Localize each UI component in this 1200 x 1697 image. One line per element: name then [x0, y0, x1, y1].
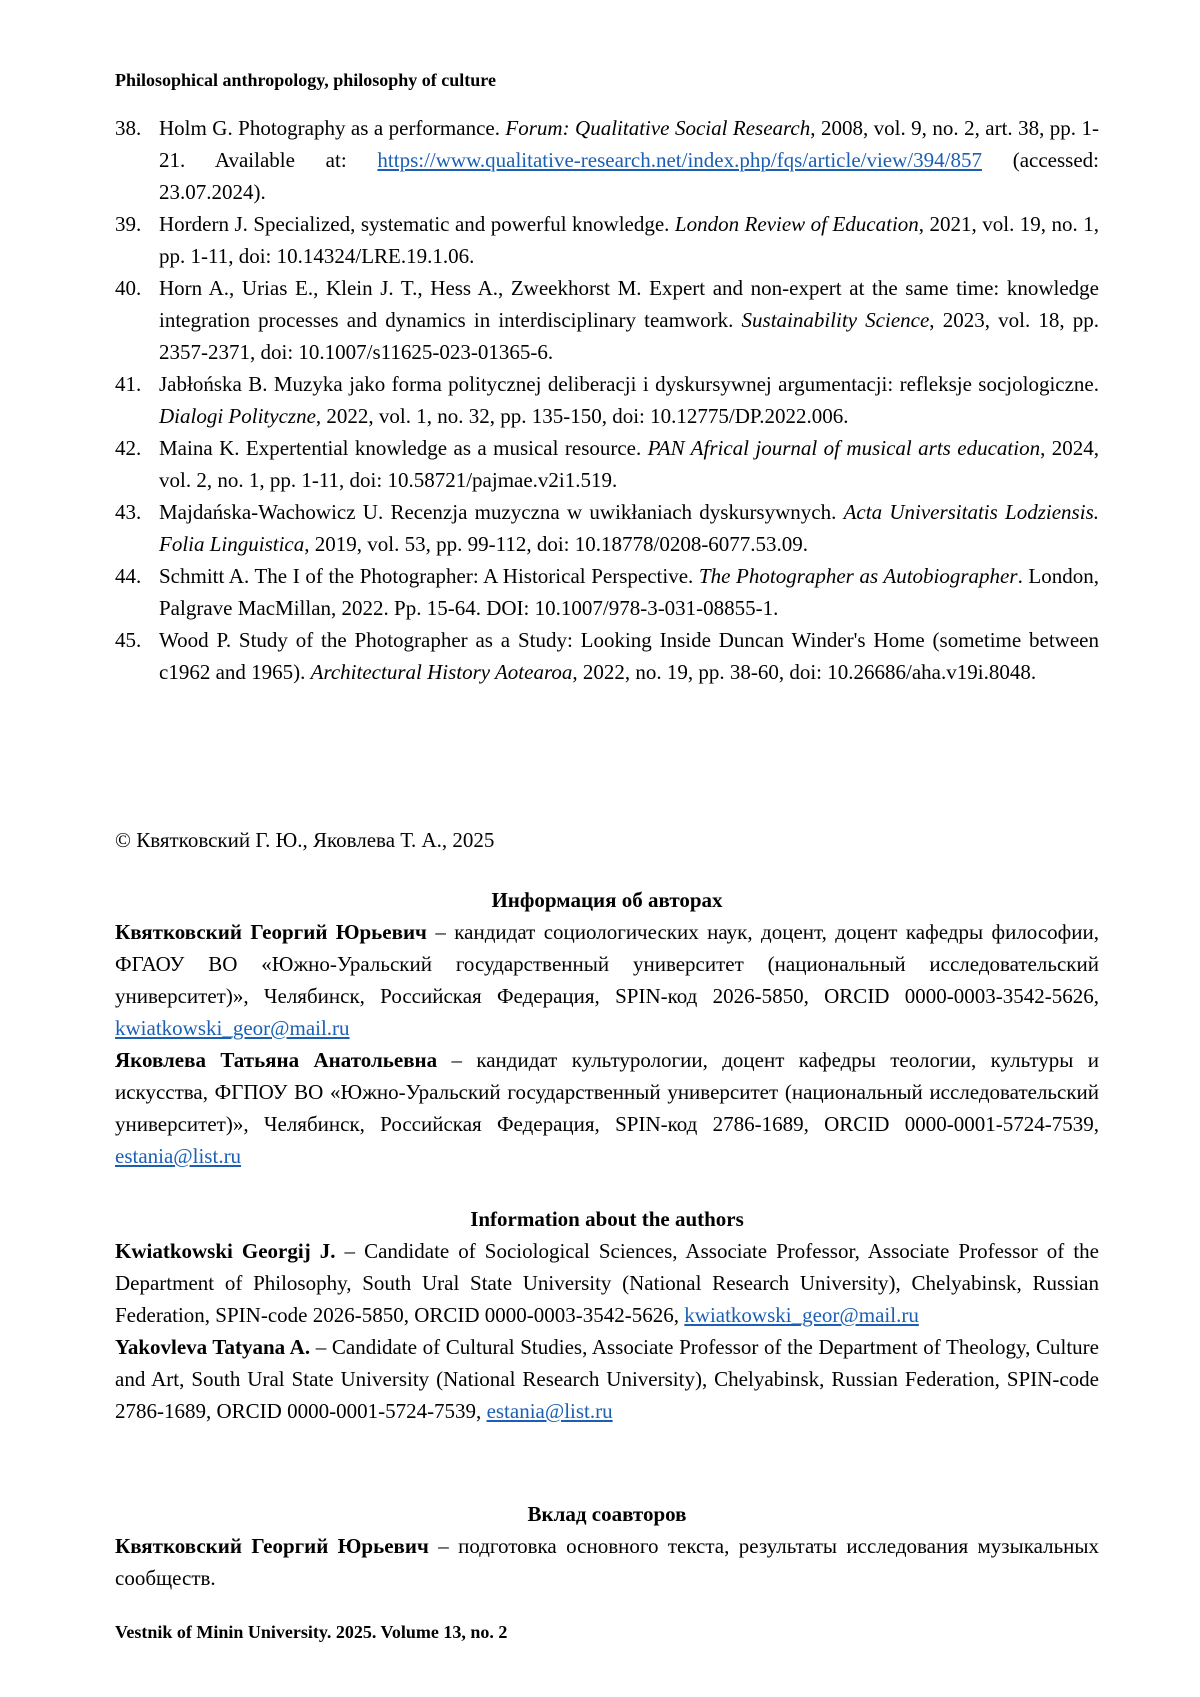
reference-source: Architectural History Aotearoa — [310, 660, 573, 684]
reference-text: Horn A., Urias E., Klein J. T., Hess A., Zweekhorst M. Expert and non-expert at the same time: knowledge integration processes and dynamics in interdisciplinary teamwork. — [159, 276, 1099, 332]
reference-details: , 2022, no. 19, pp. 38-60, doi: 10.26686/aha.v19i.8048. — [572, 660, 1037, 684]
reference-source: Sustainability Science — [741, 308, 930, 332]
author-description: – Candidate of Sociological Sciences, Associate Professor, Associate Professor of the Department of Philosophy, South Ural State University (National Research University), Chelyabinsk, Russian Federation, SPIN-code 2026-5850, ORCID 0000-0003-3542-5626, — [115, 1239, 1099, 1327]
reference-number: 43. — [115, 500, 142, 524]
reference-details: , 2021, vol. 19, no. 1, pp. 1-11, doi: 10.14324/LRE.19.1.06. — [159, 212, 1099, 268]
reference-details: . London, Palgrave MacMillan, 2022. Pp. 15-64. DOI: 10.1007/978-3-031-08855-1. — [159, 564, 1100, 620]
reference-source: Dialogi Polityczne — [159, 404, 316, 428]
reference-text: Majdańska-Wachowicz U. Recenzja muzyczna w uwikłaniach dyskursywnych. — [159, 500, 844, 524]
reference-text: Maina K. Expertential knowledge as a musical resource. — [159, 436, 648, 460]
author-email-link[interactable]: estania@list.ru — [486, 1399, 613, 1423]
author-entry — [115, 1044, 1099, 1172]
copyright-notice: © Квятковский Г. Ю., Яковлева Т. А., 2025 — [115, 828, 495, 852]
reference-number: 40. — [115, 276, 142, 300]
author-description: – кандидат культурологии, доцент кафедры теологии, культуры и искусства, ФГПОУ ВО «Южно-Уральский государственный университет (национальный исследовательский университет)», Челябинск, Российская Федерация, SPIN-код 2786-1689, ORCID 0000-0001-5724-7539, — [115, 1048, 1099, 1136]
reference-text: Hordern J. Specialized, systematic and powerful knowledge. — [159, 212, 675, 236]
reference-details: , 2019, vol. 53, pp. 99-112, doi: 10.18778/0208-6077.53.09. — [304, 532, 809, 556]
authors-info-ru — [115, 884, 1099, 1172]
reference-source: PAN Africal journal of musical arts education — [647, 436, 1041, 460]
author-description: – Candidate of Cultural Studies, Associate Professor of the Department of Theology, Culture and Art, South Ural State University (National Research University), Chelyabinsk, Russian Federation, SPIN-code 2786-1689, ORCID 0000-0001-5724-7539, — [115, 1335, 1099, 1423]
author-description: – кандидат социологических наук, доцент, доцент кафедры философии, ФГАОУ ВО «Южно-Уральский государственный университет (национальный исследовательский университет)», Челябинск, Российская Федерация, SPIN-код 2026-5850, ORCID 0000-0003-3542-5626, — [115, 920, 1099, 1008]
reference-details: , 2008, vol. 9, no. 2, art. 38, pp. 1-21. Available at: — [159, 116, 1099, 172]
reference-item — [115, 208, 1099, 272]
author-name: Квятковский Георгий Юрьевич — [115, 920, 427, 944]
author-entry — [115, 916, 1099, 1044]
reference-text: Schmitt A. The I of the Photographer: A Historical Perspective. — [159, 564, 699, 588]
reference-source: The Photographer as Autobiographer — [698, 564, 1018, 588]
reference-details: , 2024, vol. 2, no. 1, pp. 1-11, doi: 10.58721/pajmae.v2i1.519. — [159, 436, 1099, 492]
reference-text: Holm G. Photography as a performance. — [159, 116, 506, 140]
contribution-description: – подготовка основного текста, результаты исследования музыкальных сообществ. — [115, 1534, 1099, 1590]
section-heading: Вклад соавторов — [527, 1502, 687, 1526]
reference-details: , 2023, vol. 18, pp. 2357-2371, doi: 10.1007/s11625-023-01365-6. — [159, 308, 1099, 364]
reference-item — [115, 496, 1099, 560]
reference-item — [115, 624, 1099, 688]
reference-number: 42. — [115, 436, 142, 460]
authors-info-en — [115, 1203, 1099, 1427]
author-entry — [115, 1331, 1099, 1427]
author-name: Квятковский Георгий Юрьевич — [115, 1534, 429, 1558]
reference-item — [115, 368, 1099, 432]
author-name: Яковлева Татьяна Анатольевна — [115, 1048, 438, 1072]
coauthor-contribution — [115, 1498, 1099, 1594]
reference-source: London Review of Education — [674, 212, 919, 236]
page-footer: Vestnik of Minin University. 2025. Volume 13, no. 2 — [115, 1622, 508, 1642]
reference-text: Wood P. Study of the Photographer as a Study: Looking Inside Duncan Winder's Home (sometime between c1962 and 1965). — [159, 628, 1099, 684]
reference-item — [115, 112, 1099, 208]
reference-source: Forum: Qualitative Social Research — [505, 116, 811, 140]
reference-item — [115, 560, 1099, 624]
reference-link[interactable]: https://www.qualitative-research.net/index.php/fqs/article/view/394/857 — [377, 148, 982, 172]
section-heading: Информация об авторах — [491, 888, 723, 912]
author-name: Kwiatkowski Georgij J. — [115, 1239, 336, 1263]
author-email-link[interactable]: estania@list.ru — [115, 1144, 242, 1168]
reference-item — [115, 432, 1099, 496]
reference-list — [115, 112, 1099, 688]
reference-accessed: (accessed: 23.07.2024). — [159, 148, 1099, 204]
reference-item — [115, 272, 1099, 368]
reference-number: 41. — [115, 372, 142, 396]
reference-source: Acta Universitatis Lodziensis. Folia Linguistica — [159, 500, 1099, 556]
author-entry — [115, 1235, 1099, 1331]
reference-number: 44. — [115, 564, 142, 588]
section-heading: Information about the authors — [470, 1207, 744, 1231]
reference-number: 45. — [115, 628, 142, 652]
reference-number: 39. — [115, 212, 142, 236]
author-email-link[interactable]: kwiatkowski_geor@mail.ru — [684, 1303, 919, 1327]
running-head: Philosophical anthropology, philosophy of culture — [115, 70, 496, 90]
reference-details: , 2022, vol. 1, no. 32, pp. 135-150, doi: 10.12775/DP.2022.006. — [315, 404, 849, 428]
reference-number: 38. — [115, 116, 142, 140]
author-name: Yakovleva Tatyana A. — [115, 1335, 311, 1359]
contribution-entry — [115, 1530, 1099, 1594]
reference-text: Jabłońska B. Muzyka jako forma politycznej deliberacji i dyskursywnej argumentacji: refleksje socjologiczne. — [159, 372, 1099, 396]
author-email-link[interactable]: kwiatkowski_geor@mail.ru — [115, 1016, 350, 1040]
